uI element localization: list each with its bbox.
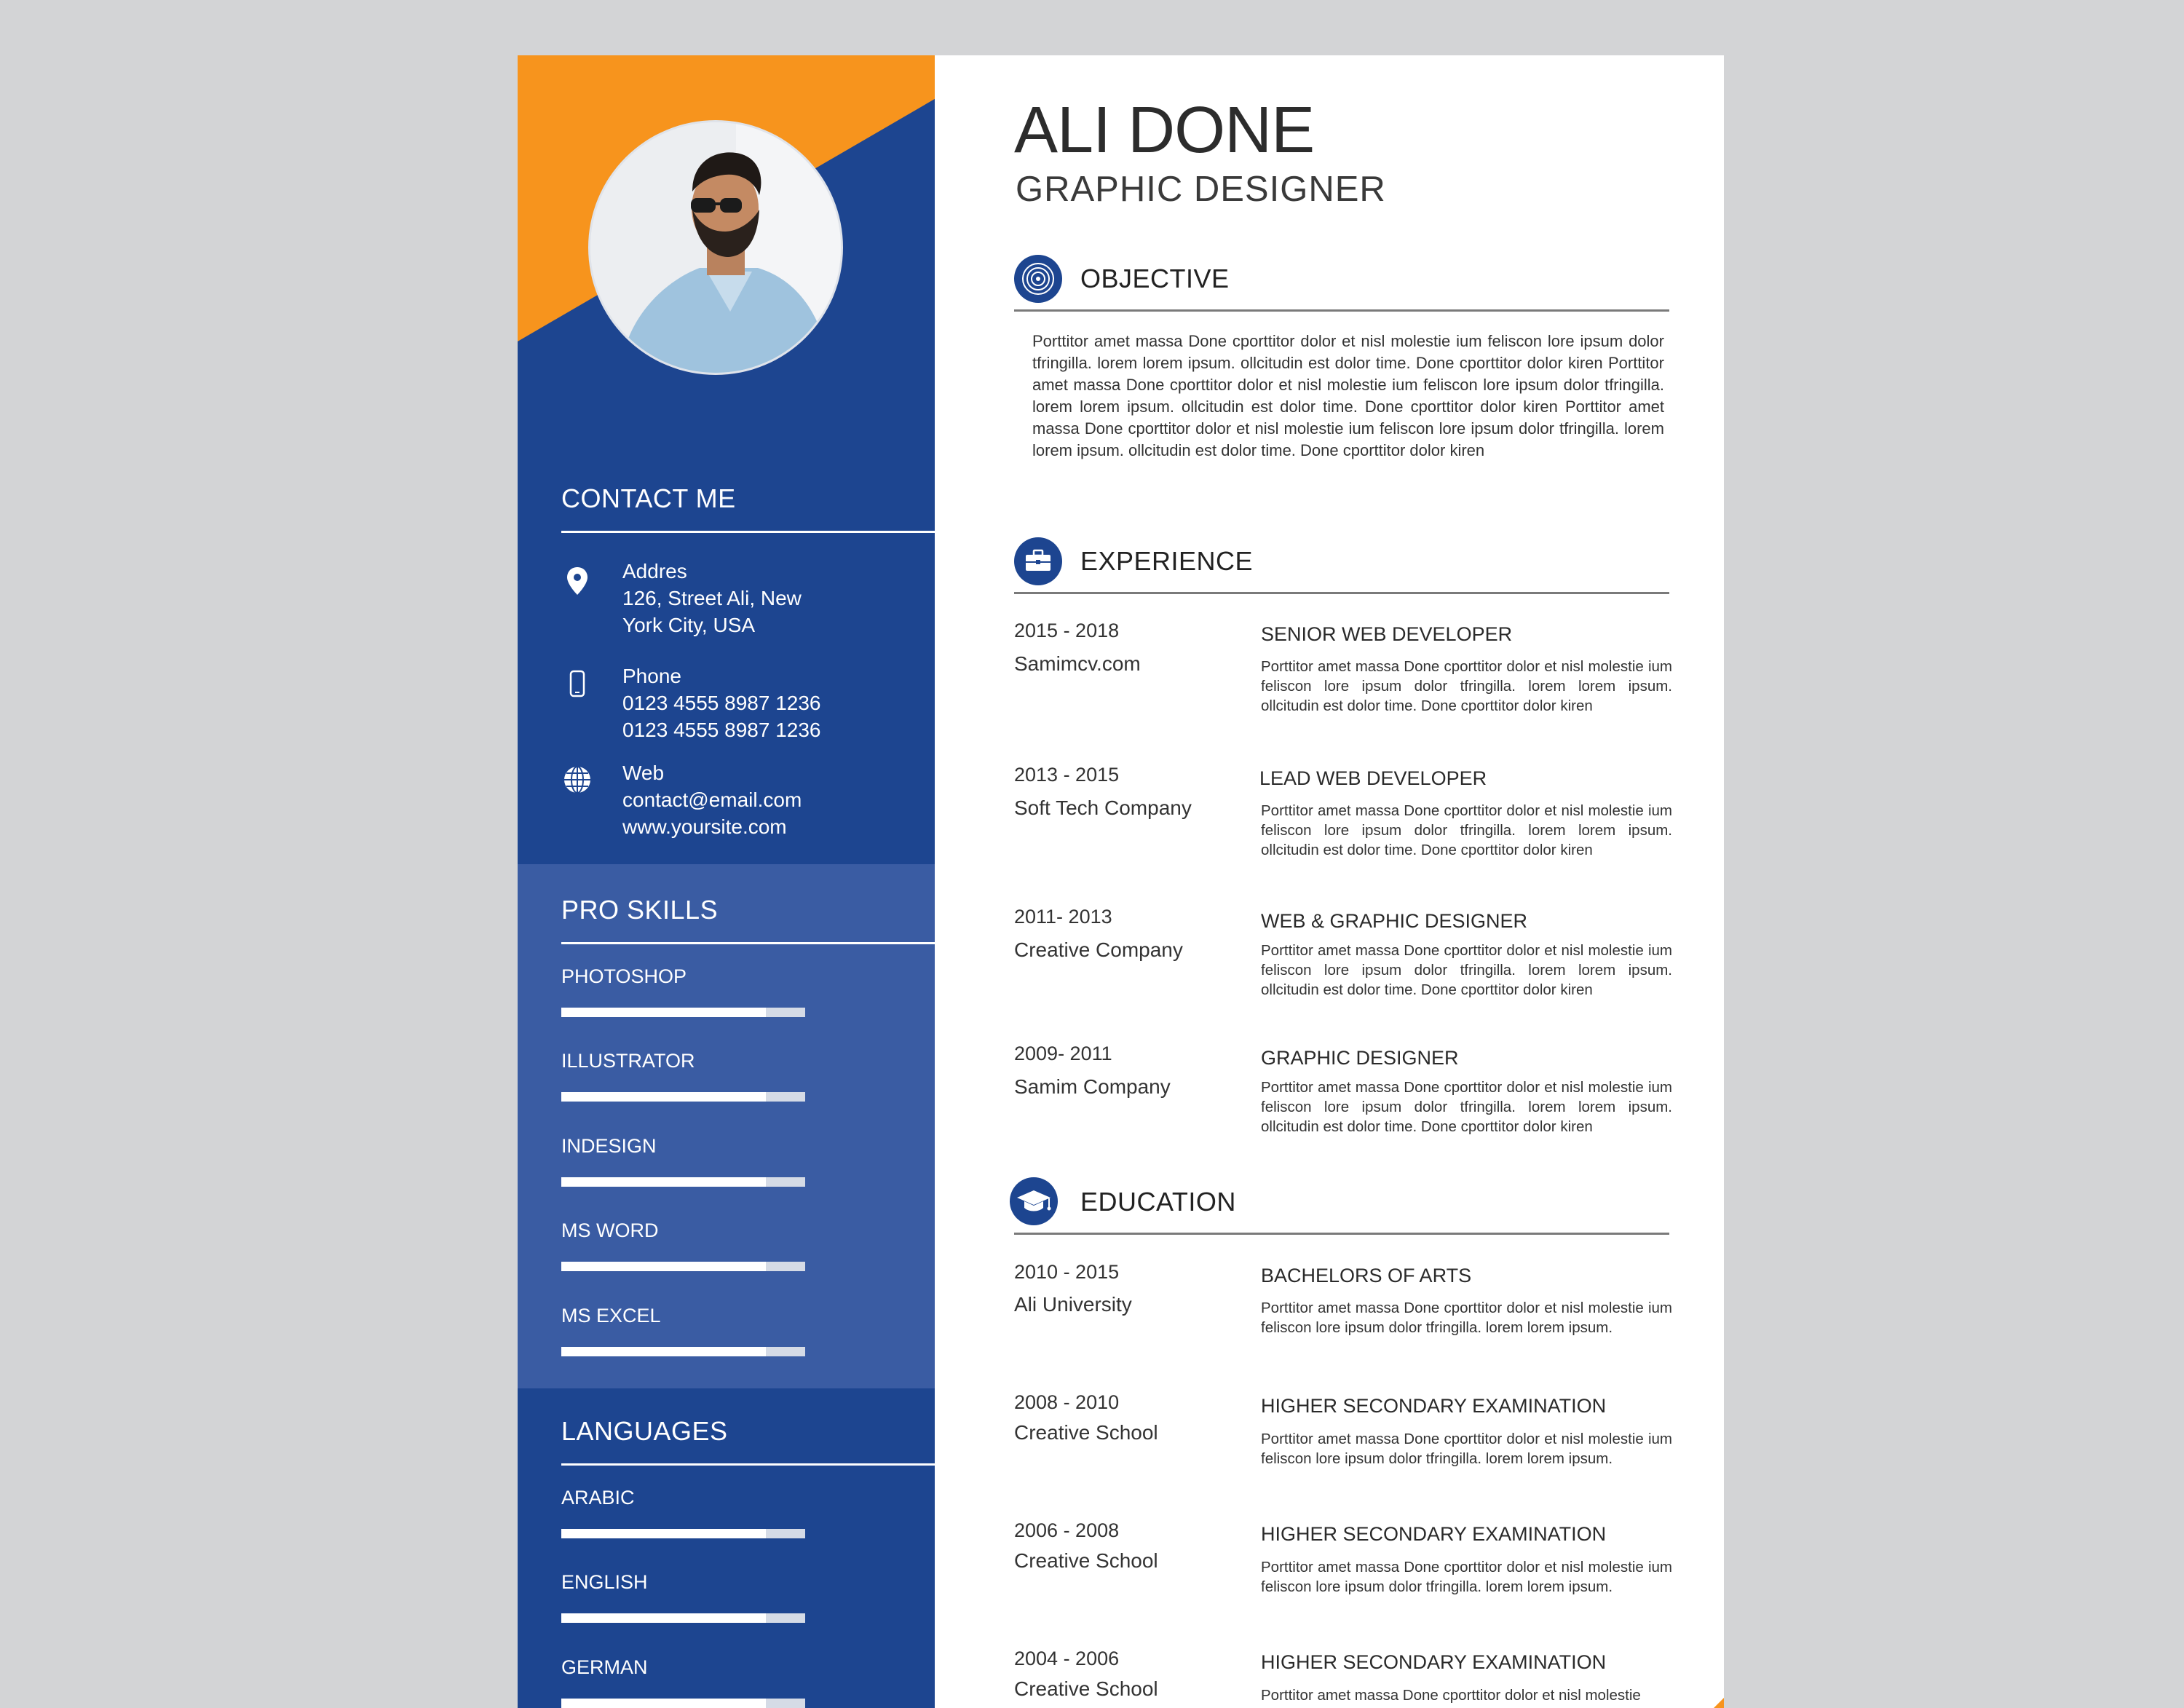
education-heading: EDUCATION (1080, 1187, 1236, 1217)
education-title: HIGHER SECONDARY EXAMINATION (1261, 1395, 1607, 1417)
skill-label: PHOTOSHOP (561, 965, 687, 987)
experience-dates: 2011- 2013 (1014, 906, 1112, 928)
experience-divider (1014, 592, 1669, 594)
location-pin-icon (561, 565, 593, 597)
languages-divider (561, 1463, 935, 1466)
experience-title: WEB & GRAPHIC DESIGNER (1261, 910, 1528, 932)
languages-heading: LANGUAGES (561, 1416, 728, 1446)
skill-bar-fill (561, 1092, 766, 1102)
experience-company: Samim Company (1014, 1075, 1171, 1098)
address-line-2: York City, USA (622, 614, 756, 636)
experience-dates: 2013 - 2015 (1014, 764, 1120, 786)
skills-heading: PRO SKILLS (561, 895, 719, 925)
skill-bar-fill (561, 1008, 766, 1017)
education-description: Porttitor amet massa Done cporttitor dolor et nisl molestie (1261, 1687, 1641, 1704)
education-title: BACHELORS OF ARTS (1261, 1265, 1472, 1286)
education-dates: 2004 - 2006 (1014, 1648, 1120, 1669)
experience-dates: 2009- 2011 (1014, 1043, 1112, 1064)
experience-title: SENIOR WEB DEVELOPER (1261, 623, 1513, 645)
web-label: Web (622, 762, 665, 784)
language-bar (561, 1613, 805, 1623)
skill-bar-fill (561, 1262, 766, 1271)
education-school: Creative School (1014, 1421, 1158, 1444)
language-label: ENGLISH (561, 1571, 648, 1593)
contact-heading: CONTACT ME (561, 483, 736, 513)
address-label: Addres (622, 560, 687, 582)
language-bar-fill (561, 1699, 766, 1708)
phone-label: Phone (622, 665, 681, 687)
sidebar (518, 55, 935, 1708)
skill-label: ILLUSTRATOR (561, 1050, 695, 1072)
language-label: ARABIC (561, 1487, 635, 1509)
experience-description: Porttitor amet massa Done cporttitor dolor et nisl molestie ium feliscon lore ipsum dolor tfringilla. lorem lorem ipsum. ollcitudin est dolor time. Done cporttitor dolor kiren (1261, 802, 1672, 858)
education-description: Porttitor amet massa Done cporttitor dolor et nisl molestie ium feliscon lore ipsum dolor tfringilla. lorem lorem ipsum. (1261, 1559, 1672, 1595)
skill-label: MS WORD (561, 1219, 659, 1241)
skill-label: INDESIGN (561, 1135, 657, 1157)
objective-divider (1014, 309, 1669, 312)
experience-dates: 2015 - 2018 (1014, 620, 1120, 641)
address-line-1: 126, Street Ali, New (622, 587, 802, 609)
skills-divider (561, 942, 935, 944)
orange-corner-accent (1714, 1698, 1724, 1708)
education-school: Creative School (1014, 1549, 1158, 1572)
skill-label: MS EXCEL (561, 1305, 661, 1327)
experience-company: Soft Tech Company (1014, 796, 1192, 819)
experience-description: Porttitor amet massa Done cporttitor dolor et nisl molestie ium feliscon lore ipsum dolor tfringilla. lorem lorem ipsum. ollcitudin est dolor time. Done cporttitor dolor kiren (1261, 658, 1672, 714)
education-title: HIGHER SECONDARY EXAMINATION (1261, 1651, 1607, 1673)
education-school: Creative School (1014, 1677, 1158, 1700)
education-divider (1014, 1233, 1669, 1235)
briefcase-icon (1014, 537, 1062, 585)
skill-bar (561, 1008, 805, 1017)
website-link[interactable]: www.yoursite.com (622, 815, 787, 838)
language-bar-fill (561, 1529, 766, 1538)
skill-bar (561, 1177, 805, 1187)
education-dates: 2010 - 2015 (1014, 1261, 1120, 1283)
contact-address (561, 558, 911, 645)
education-dates: 2008 - 2010 (1014, 1391, 1120, 1413)
graduation-cap-icon (1010, 1177, 1058, 1225)
education-dates: 2006 - 2008 (1014, 1519, 1120, 1541)
education-description: Porttitor amet massa Done cporttitor dolor et nisl molestie ium feliscon lore ipsum dolor tfringilla. lorem lorem ipsum. (1261, 1431, 1672, 1467)
language-bar (561, 1699, 805, 1708)
education-description: Porttitor amet massa Done cporttitor dolor et nisl molestie ium feliscon lore ipsum dolor tfringilla. lorem lorem ipsum. (1261, 1300, 1672, 1336)
phone-number-2[interactable]: 0123 4555 8987 1236 (622, 719, 821, 741)
profile-photo (590, 122, 841, 373)
resume-role: GRAPHIC DESIGNER (1016, 170, 1386, 209)
contact-divider (561, 531, 935, 533)
globe-icon (561, 764, 593, 796)
skill-bar (561, 1347, 805, 1356)
experience-description: Porttitor amet massa Done cporttitor dolor et nisl molestie ium feliscon lore ipsum dolor tfringilla. lorem lorem ipsum. ollcitudin est dolor time. Done cporttitor dolor kiren (1261, 942, 1672, 998)
skill-bar-fill (561, 1177, 766, 1187)
experience-title: GRAPHIC DESIGNER (1261, 1047, 1459, 1069)
education-school: Ali University (1014, 1293, 1132, 1316)
phone-icon (561, 668, 593, 700)
target-icon (1014, 255, 1062, 303)
resume-page (518, 55, 1724, 1708)
experience-company: Creative Company (1014, 938, 1183, 961)
language-label: GERMAN (561, 1656, 648, 1678)
experience-company: Samimcv.com (1014, 652, 1141, 675)
language-bar (561, 1529, 805, 1538)
objective-text: Porttitor amet massa Done cporttitor dolor et nisl molestie ium feliscon lore ipsum dolor tfringilla. lorem lorem ipsum. ollcitudin est dolor time. Done cporttitor dolor kiren Porttitor amet massa Done cporttitor dolor et nisl molestie ium feliscon lore ipsum dolor tfringilla. lorem lorem ipsum. ollcitudin est dolor time. Done cporttitor dolor kiren Porttitor amet massa Done cporttitor dolor et nisl molestie ium feliscon lore ipsum dolor tfringilla. lorem lorem ipsum. ollcitudin est dolor time. Done cporttitor dolor kiren (1032, 332, 1664, 459)
skill-bar-fill (561, 1347, 766, 1356)
skill-bar (561, 1262, 805, 1271)
experience-heading: EXPERIENCE (1080, 546, 1254, 576)
skill-bar (561, 1092, 805, 1102)
contact-web (561, 759, 911, 847)
education-title: HIGHER SECONDARY EXAMINATION (1261, 1523, 1607, 1545)
experience-description: Porttitor amet massa Done cporttitor dolor et nisl molestie ium feliscon lore ipsum dolor tfringilla. lorem lorem ipsum. ollcitudin est dolor time. Done cporttitor dolor kiren (1261, 1079, 1672, 1135)
contact-phone (561, 663, 911, 750)
phone-number-1[interactable]: 0123 4555 8987 1236 (622, 692, 821, 714)
language-bar-fill (561, 1613, 766, 1623)
experience-title: LEAD WEB DEVELOPER (1259, 767, 1487, 789)
email-link[interactable]: contact@email.com (622, 788, 802, 811)
resume-name: ALI DONE (1014, 94, 1315, 167)
objective-heading: OBJECTIVE (1080, 264, 1230, 293)
